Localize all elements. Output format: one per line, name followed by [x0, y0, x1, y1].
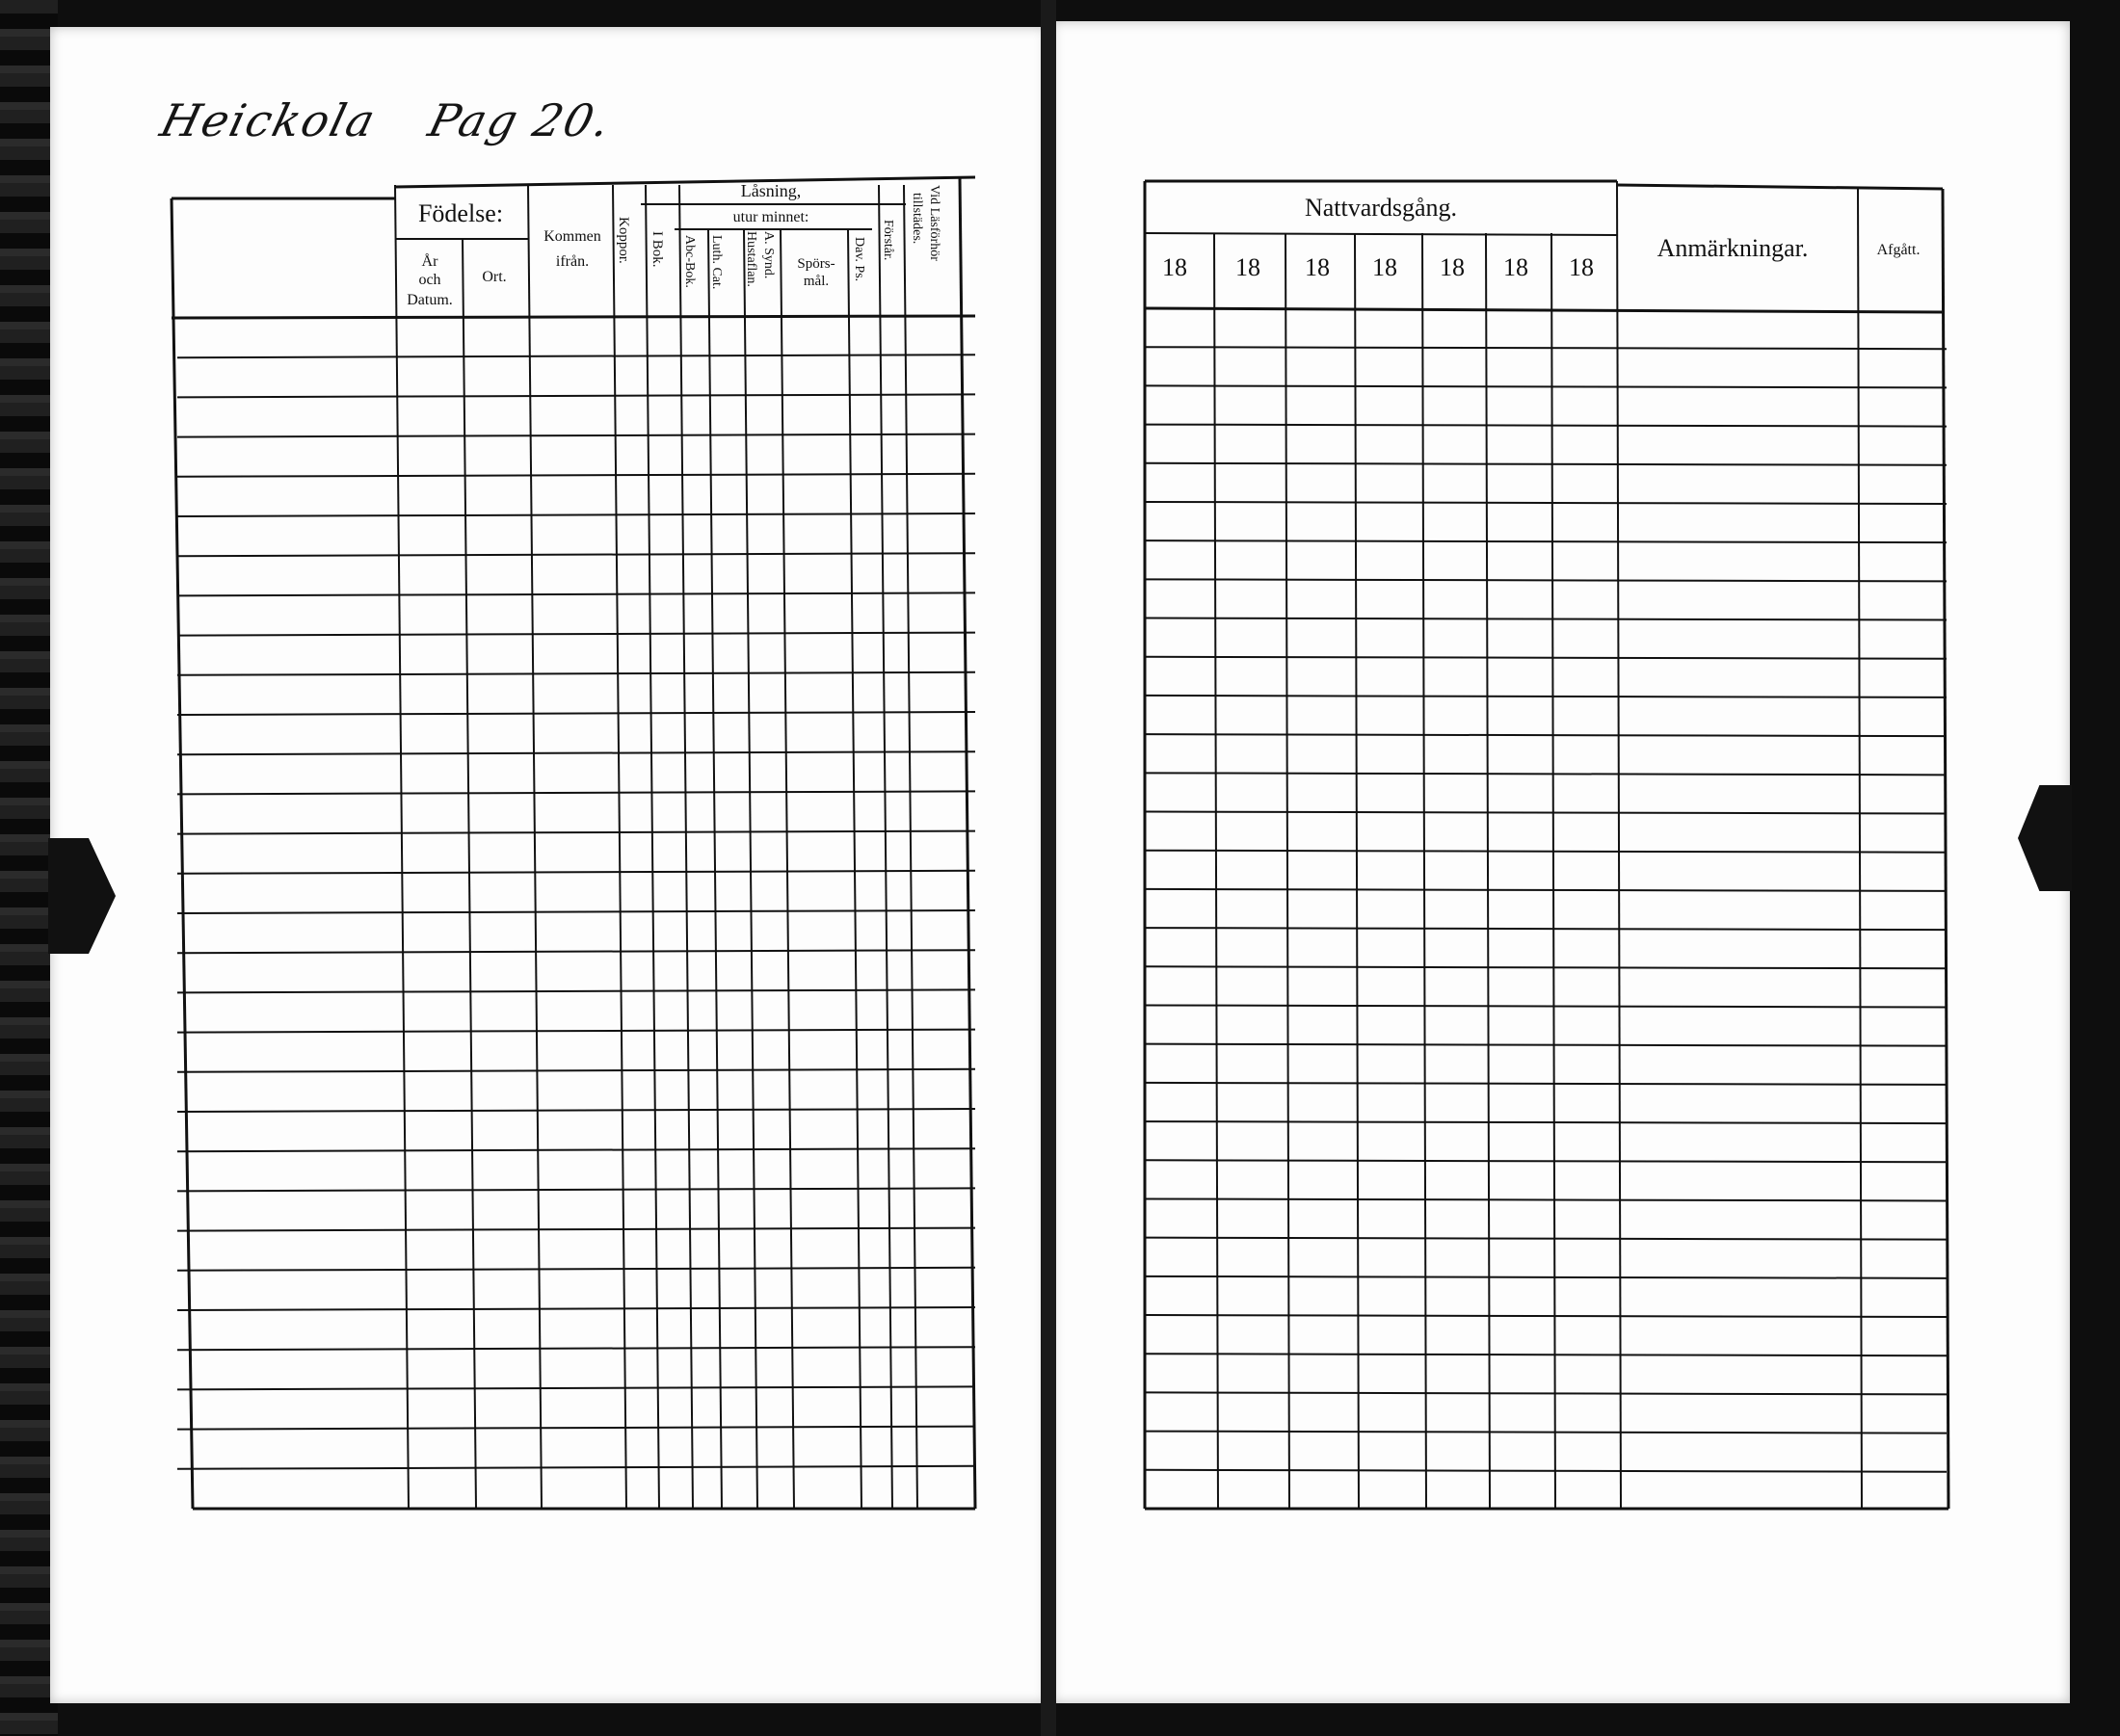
row-rule [1145, 1470, 1947, 1472]
header-ifran: ifrån. [555, 253, 590, 270]
row-rule [1145, 540, 1947, 542]
row-rule [1145, 502, 1947, 504]
row-rule [1145, 579, 1947, 581]
header-luth-cat: Luth. Cat. [709, 235, 724, 290]
header-koppor: Koppor. [616, 217, 631, 264]
row-rule [1145, 657, 1947, 659]
header-lasning: Låsning, [740, 181, 802, 200]
year-label: 18 [1305, 253, 1330, 281]
header-divider [1145, 233, 1617, 235]
header-ar: År [421, 253, 438, 270]
header-hustaflan: Hustaflan. [744, 231, 758, 287]
year-label: 18 [1162, 253, 1187, 281]
row-rule [1145, 347, 1947, 349]
header-mal: mål. [803, 274, 830, 289]
row-rule [1145, 696, 1947, 697]
row-rule [1145, 1198, 1947, 1200]
row-rule [1145, 1238, 1947, 1240]
row-rule [1145, 1432, 1947, 1434]
header-dav-ps: Dav. Ps. [852, 237, 866, 282]
row-rule [1145, 385, 1947, 387]
header-ort: Ort. [482, 269, 507, 285]
row-rule [1145, 812, 1947, 814]
right-table-grid [1145, 181, 1948, 1509]
row-rule [1145, 734, 1947, 736]
header-vid-lasforhor: Vid Läsförhör [927, 185, 941, 261]
nattvard-year-labels [1162, 253, 1594, 281]
row-rule [1145, 1276, 1947, 1278]
row-rule [1145, 966, 1947, 968]
header-och: och [418, 272, 441, 288]
header-anmarkningar: Anmärkningar. [1656, 234, 1809, 262]
header-a-synd: A. Synd. [761, 231, 776, 279]
row-rule [1145, 425, 1947, 427]
header-nattvardsgang: Nattvardsgång. [1304, 194, 1458, 222]
row-rule [1145, 1354, 1947, 1355]
handwritten-village: Heickola [155, 94, 383, 146]
row-rule [1145, 618, 1947, 620]
table-border-top [1617, 185, 1943, 189]
row-rule [1145, 1160, 1947, 1162]
row-rule [1145, 1315, 1947, 1317]
row-rule [1145, 851, 1947, 853]
year-label: 18 [1440, 253, 1465, 281]
year-label: 18 [1372, 253, 1397, 281]
header-tillstades: tillstädes. [910, 193, 924, 245]
header-spors: Spörs- [797, 256, 835, 272]
handwritten-page-ref: Pag 20. [423, 94, 618, 146]
header-kommen: Kommen [543, 228, 601, 245]
row-rule [1145, 1005, 1947, 1007]
header-forstar: Förstår. [881, 220, 895, 261]
row-rule [1145, 773, 1947, 775]
row-rule [1145, 1392, 1947, 1394]
year-label: 18 [1503, 253, 1528, 281]
header-afgatt: Afgått. [1876, 242, 1921, 258]
header-utur-minnet: utur minnet: [732, 209, 809, 225]
header-bottom-rule [1145, 308, 1943, 312]
header-abc-bok: Abc-Bok. [682, 235, 697, 288]
row-rule [1145, 463, 1947, 465]
column-divider [1617, 181, 1621, 1509]
row-rule [1145, 928, 1947, 930]
row-rule [1145, 1044, 1947, 1046]
row-rule [1145, 1083, 1947, 1085]
year-label: 18 [1569, 253, 1594, 281]
row-rule [1145, 1121, 1947, 1123]
header-fodelse: Födelse: [417, 199, 504, 227]
header-datum: Datum. [407, 292, 453, 308]
year-label: 18 [1235, 253, 1260, 281]
header-i-bok: I Bok. [649, 231, 665, 268]
row-rule [1145, 889, 1947, 891]
